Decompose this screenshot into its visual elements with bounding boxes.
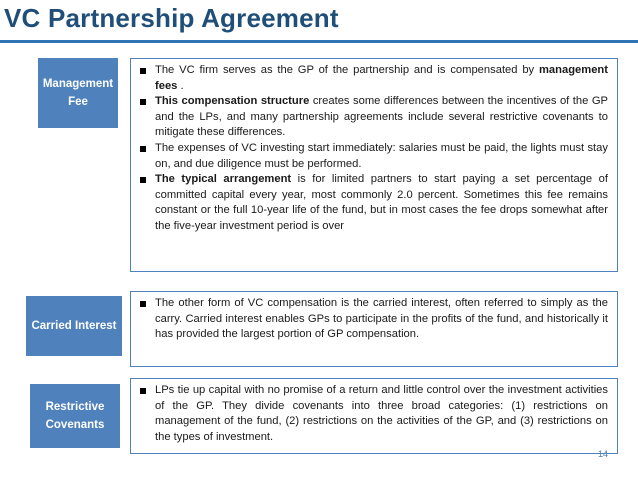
carried-interest-content [130,291,618,367]
label-line: Management [42,78,114,90]
bullet-item [140,63,608,94]
label-line: Fee [68,96,88,108]
restrictive-covenants-content [130,378,618,454]
bullet-item [140,94,608,141]
square-bullet-icon [140,99,146,105]
bullet-list [140,383,608,445]
square-bullet-icon [140,177,146,183]
management-fee-content [130,58,618,272]
bullet-item [140,172,608,234]
bullet-item [140,296,608,343]
bullet-text: . [177,79,184,92]
slide-title: VC Partnership Agreement [4,3,339,33]
bullet-text: The expenses of VC investing start immediately: salaries must be paid, the lights must stay on, and due diligence must be performed. [155,141,608,170]
bullet-text: creates some differences between the incentives of the GP and the LPs, and many partnership agreements include several restrictive covenants to mitigate these differences. [155,95,609,139]
bullet-text: LPs tie up capital with no promise of a return and little control over the investment activities of the GP. They divide covenants into three broad categories: (1) restrictions on management of the fund, (2) restrictions on the activities of the GP, and (3) restrictions on the types of investment. [155,384,608,443]
label-line: Restrictive [45,401,105,413]
title-underline [0,40,638,43]
bullet-item [140,141,608,172]
bullet-list [140,296,608,343]
bullet-text: The VC firm serves as the GP of the partnership and is compensated by [155,64,539,76]
label-restrictive-covenants [30,384,120,448]
bullet-item [140,383,608,445]
square-bullet-icon [140,68,146,74]
bullet-list [140,63,608,235]
label-line: Covenants [45,419,105,431]
bullet-emphasis: The typical arrangement [155,173,292,186]
square-bullet-icon [140,301,146,307]
bullet-text: The other form of VC compensation is the carried interest, often referred to simply as the carry. Carried interest enables GPs to participate in the profits of the fund, and historically it has provided the largest portion of GP compensation. [155,297,608,341]
bullet-emphasis: management fees [155,64,608,92]
label-line: Carried Interest [31,320,117,332]
label-management-fee [38,58,118,128]
label-carried-interest [26,296,122,356]
bullet-emphasis: This compensation structure [155,95,310,108]
square-bullet-icon [140,388,146,394]
bullet-text: is for limited partners to start paying a set percentage of committed capital every year, most commonly 2.0 percent. Sometimes this fee remains constant or the full 10-year life of the fund, but in most cases the fee drops somewhat after the five-year investment period is over [155,173,608,232]
square-bullet-icon [140,146,146,152]
page-number: 14 [597,449,608,459]
